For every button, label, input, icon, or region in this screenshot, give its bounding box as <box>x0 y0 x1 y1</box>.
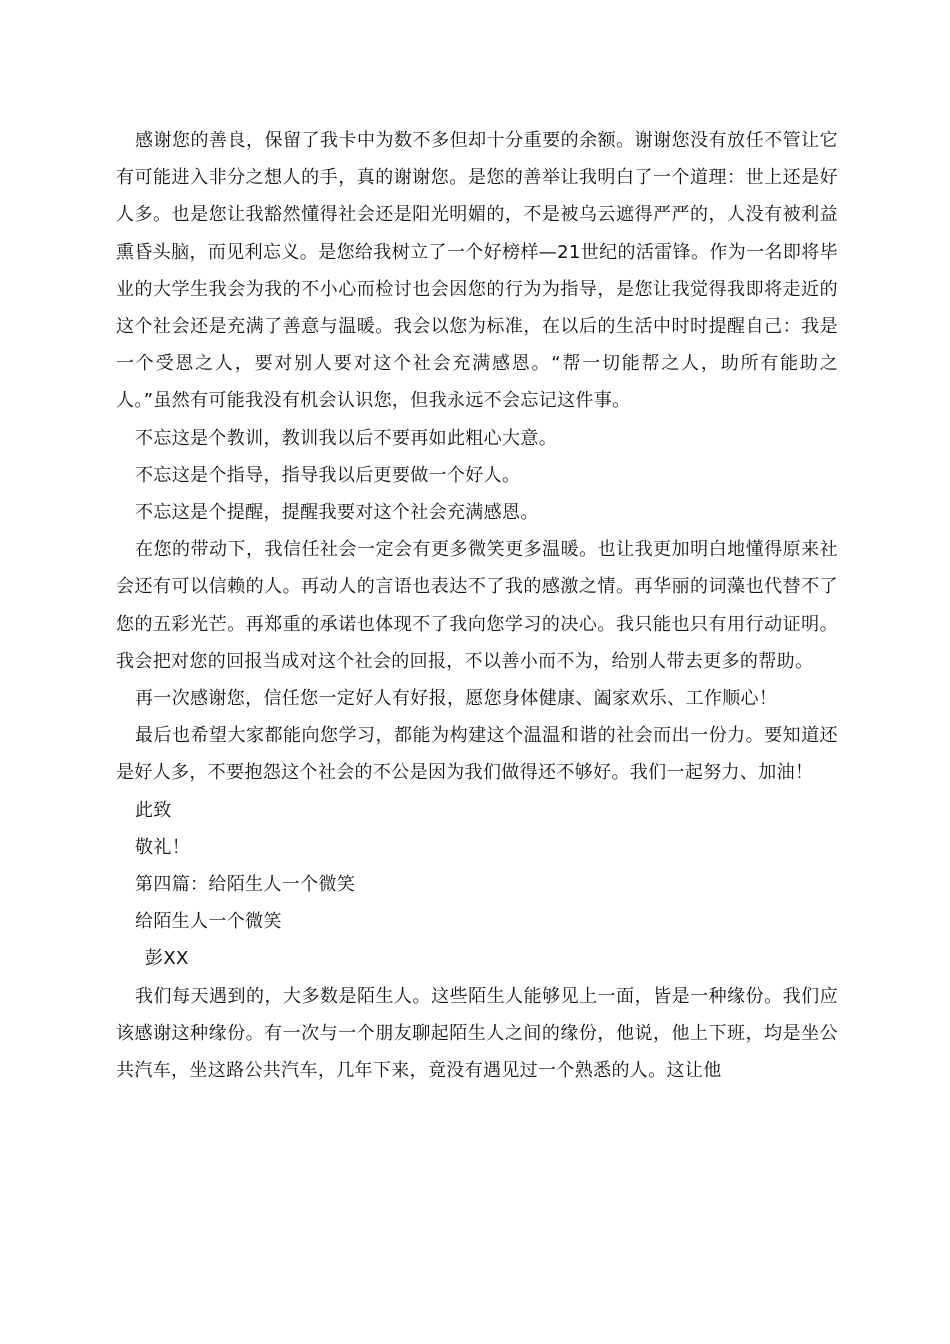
closing-regards: 敬礼！ <box>135 836 191 858</box>
article-author: 彭XX <box>145 948 189 970</box>
article-title: 给陌生人一个微笑 <box>135 911 282 933</box>
closing-salutation: 此致 <box>135 799 172 821</box>
chapter-heading: 第四篇：给陌生人一个微笑 <box>135 874 356 896</box>
document-body <box>116 122 838 1089</box>
paragraph-trust: 在您的带动下，我信任社会一定会有更多微笑更多温暖。也让我更加明白地懂得原来社会还有可以信赖的人。再动人的言语也表达不了我的感激之情。再华丽的词藻也代替不了您的五彩光芒。再郑重的承诺也体现不了我向您学习的决心。我只能也只有用行动证明。我会把对您的回报当成对这个社会的回报，不以善小而不为，给别人带去更多的帮助。 <box>116 539 838 672</box>
paragraph-hope: 最后也希望大家都能向您学习，都能为构建这个温温和谐的社会而出一份力。要知道还是好人多，不要抱怨这个社会的不公是因为我们做得还不够好。我们一起努力、加油！ <box>116 725 838 784</box>
paragraph-strangers: 我们每天遇到的，大多数是陌生人。这些陌生人能够见上一面，皆是一种缘份。我们应该感谢这种缘份。有一次与一个朋友聊起陌生人之间的缘份，他说，他上下班，均是坐公共汽车，坐这路公共汽车，几年下来，竟没有遇见过一个熟悉的人。这让他 <box>116 985 838 1082</box>
paragraph-lesson: 不忘这是个教训，教训我以后不要再如此粗心大意。 <box>135 427 558 449</box>
paragraph-gratitude: 感谢您的善良，保留了我卡中为数不多但却十分重要的余额。谢谢您没有放任不管让它有可能进入非分之想人的手，真的谢谢您。是您的善举让我明白了一个道理：世上还是好人多。也是您让我豁然懂得社会还是阳光明媚的，不是被乌云遮得严严的，人没有被利益熏昏头脑，而见利忘义。是您给我树立了一个好榜样—21世纪的活雷锋。作为一名即将毕业的大学生我会为我的不小心而检讨也会因您的行为为指导，是您让我觉得我即将走近的这个社会还是充满了善意与温暖。我会以您为标准，在以后的生活中时时提醒自己：我是一个受恩之人，要对别人要对这个社会充满感恩。“帮一切能帮之人，助所有能助之人。”虽然有可能我没有机会认识您，但我永远不会忘记这件事。 <box>116 130 838 412</box>
paragraph-thanks-again: 再一次感谢您，信任您一定好人有好报，愿您身体健康、阖家欢乐、工作顺心！ <box>135 688 778 710</box>
paragraph-guidance: 不忘这是个指导，指导我以后更要做一个好人。 <box>135 464 521 486</box>
paragraph-reminder: 不忘这是个提醒，提醒我要对这个社会充满感恩。 <box>135 502 539 524</box>
